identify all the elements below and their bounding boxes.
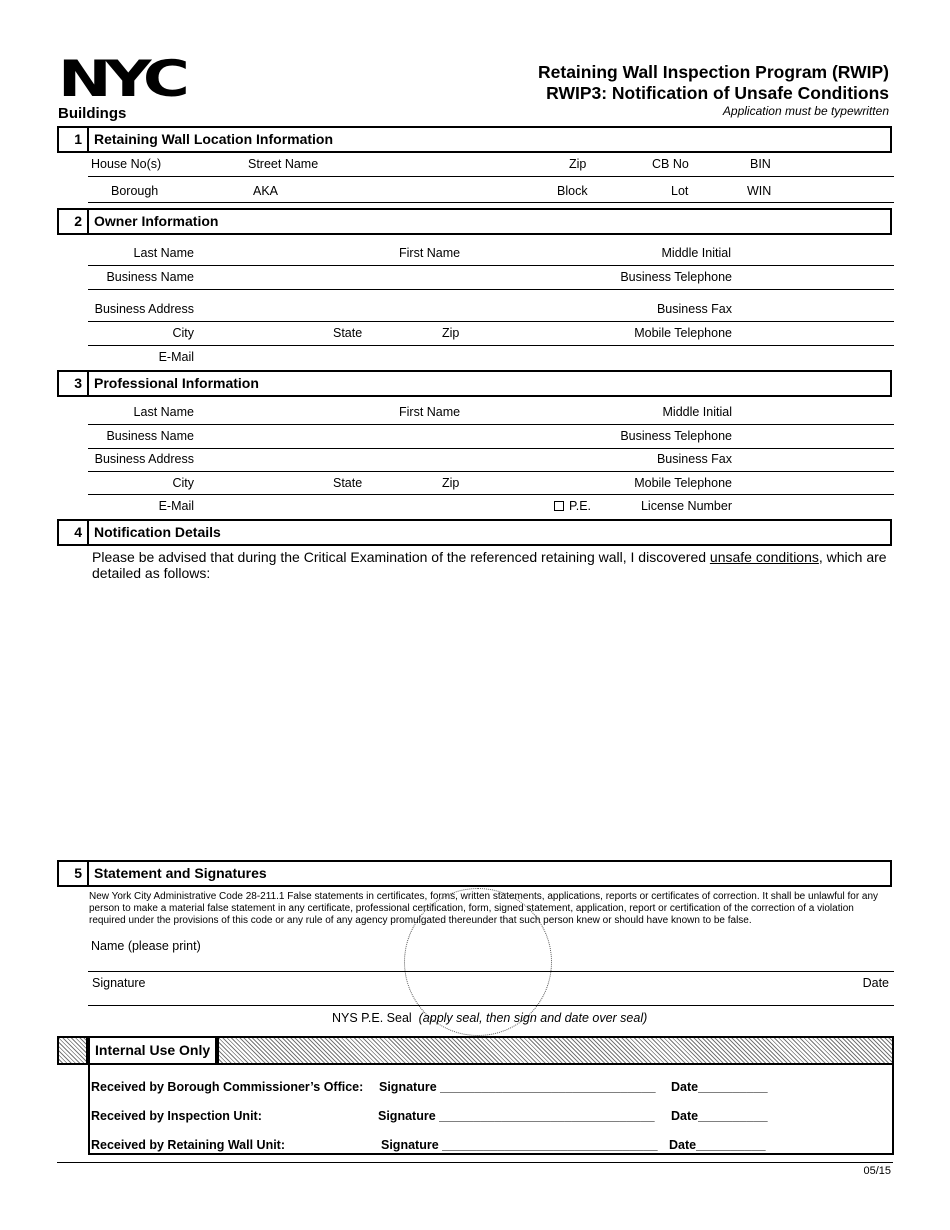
received-inspection-label: Received by Inspection Unit: xyxy=(91,1109,262,1123)
received-retaining-wall-label: Received by Retaining Wall Unit: xyxy=(91,1138,286,1152)
divider xyxy=(88,448,894,449)
form-version: 05/15 xyxy=(863,1165,891,1177)
received-borough-signature: Signature _______________________________ xyxy=(379,1080,656,1094)
pro-last-name-label: Last Name xyxy=(133,405,194,419)
pro-business-address-label: Business Address xyxy=(94,452,194,466)
divider xyxy=(88,289,894,290)
hatch-right xyxy=(217,1036,894,1065)
section-number: 5 xyxy=(59,862,89,885)
section-title: Professional Information xyxy=(94,375,259,391)
nyc-logo-mark: NYC xyxy=(58,50,184,108)
owner-last-name-label: Last Name xyxy=(133,246,194,260)
footer-rule xyxy=(57,1162,893,1163)
bin-label: BIN xyxy=(750,157,771,171)
divider xyxy=(88,321,894,322)
pro-city-label: City xyxy=(172,476,194,490)
section-3-header xyxy=(57,370,892,397)
received-retaining-wall-date: Date__________ xyxy=(669,1138,766,1152)
pro-middle-initial-label: Middle Initial xyxy=(662,405,732,419)
notification-text-start: Please be advised that during the Critical Examination of the referenced retaining wall, I discovered xyxy=(92,549,710,565)
section-title: Notification Details xyxy=(94,524,221,540)
zip-label: Zip xyxy=(569,157,587,171)
nyc-logo-sub: Buildings xyxy=(58,105,127,122)
unsafe-conditions-text: unsafe conditions xyxy=(709,549,819,565)
section-2-header xyxy=(57,208,892,235)
section-title: Owner Information xyxy=(94,213,219,229)
received-retaining-wall-signature: Signature _______________________________ xyxy=(381,1138,658,1152)
divider xyxy=(88,1005,894,1006)
cb-no-label: CB No xyxy=(652,157,689,171)
pro-business-fax-label: Business Fax xyxy=(656,452,732,466)
received-borough-date: Date__________ xyxy=(671,1080,768,1094)
name-print-label: Name (please print) xyxy=(91,939,201,953)
pro-zip-label: Zip xyxy=(442,476,460,490)
owner-mobile-telephone-label: Mobile Telephone xyxy=(634,326,732,340)
divider xyxy=(88,494,894,495)
internal-use-title: Internal Use Only xyxy=(95,1042,211,1058)
divider xyxy=(88,471,894,472)
license-number-label: License Number xyxy=(640,499,732,513)
section-number: 1 xyxy=(59,128,89,151)
internal-divider xyxy=(88,1063,894,1065)
form-subtitle: RWIP3: Notification of Unsafe Conditions xyxy=(546,83,889,103)
section-5-header xyxy=(57,860,892,887)
date-label: Date xyxy=(862,976,889,990)
received-borough-label: Received by Borough Commissioner’s Office: xyxy=(91,1080,364,1094)
notification-text xyxy=(92,549,892,581)
pe-label: P.E. xyxy=(569,499,592,513)
pro-mobile-telephone-label: Mobile Telephone xyxy=(634,476,732,490)
divider xyxy=(88,345,894,346)
owner-city-label: City xyxy=(172,326,194,340)
owner-zip-label: Zip xyxy=(442,326,460,340)
section-number: 4 xyxy=(59,521,89,544)
divider xyxy=(88,202,894,203)
owner-first-name-label: First Name xyxy=(399,246,461,260)
lot-label: Lot xyxy=(671,184,689,198)
section-1-header xyxy=(57,126,892,153)
block-label: Block xyxy=(557,184,588,198)
form-title: Retaining Wall Inspection Program (RWIP) xyxy=(538,62,889,82)
owner-business-address-label: Business Address xyxy=(94,302,194,316)
hatch-left xyxy=(57,1036,88,1065)
owner-business-name-label: Business Name xyxy=(106,270,194,284)
pro-email-label: E-Mail xyxy=(158,499,194,513)
owner-email-label: E-Mail xyxy=(158,350,194,364)
nyc-logo xyxy=(58,50,184,122)
seal-label: NYS P.E. Seal xyxy=(332,1011,412,1025)
win-label: WIN xyxy=(747,184,772,198)
received-inspection-date: Date__________ xyxy=(671,1109,768,1123)
section-title: Retaining Wall Location Information xyxy=(94,131,334,147)
borough-label: Borough xyxy=(111,184,159,198)
section-number: 2 xyxy=(59,210,89,233)
legal-statement: New York City Administrative Code 28-211.1 False statements in certificates, forms, written statements, applications, reports or certificates of correction. It shall be unlawful for any person to make a material false statement in any certificate, professional certification, form, signed statement, application, report or certification of the correction of a violation required under the provisions of this code or any rule of any agency promulgated thereunder that such person knew or should have known to be false. xyxy=(89,891,879,926)
seal-caption xyxy=(332,1011,647,1025)
notification-text-end: , which are detailed as follows: xyxy=(92,549,887,581)
divider xyxy=(88,265,894,266)
signature-label: Signature xyxy=(92,976,146,990)
pro-business-telephone-label: Business Telephone xyxy=(620,429,732,443)
owner-business-telephone-label: Business Telephone xyxy=(620,270,732,284)
house-no-label: House No(s) xyxy=(91,157,162,171)
received-inspection-signature: Signature _______________________________ xyxy=(378,1109,655,1123)
divider xyxy=(88,176,894,177)
internal-use-title-box xyxy=(88,1036,217,1065)
aka-label: AKA xyxy=(253,184,279,198)
typewritten-note: Application must be typewritten xyxy=(722,104,889,118)
pro-state-label: State xyxy=(333,476,363,490)
divider xyxy=(88,971,894,972)
section-4-header xyxy=(57,519,892,546)
divider xyxy=(88,424,894,425)
owner-business-fax-label: Business Fax xyxy=(656,302,732,316)
section-number: 3 xyxy=(59,372,89,395)
pe-checkbox[interactable] xyxy=(554,501,564,511)
seal-note: (apply seal, then sign and date over seal) xyxy=(418,1011,648,1025)
owner-middle-initial-label: Middle Initial xyxy=(661,246,731,260)
pro-first-name-label: First Name xyxy=(399,405,461,419)
section-title: Statement and Signatures xyxy=(94,865,267,881)
form-header xyxy=(538,62,889,118)
street-name-label: Street Name xyxy=(248,157,319,171)
pro-business-name-label: Business Name xyxy=(106,429,194,443)
owner-state-label: State xyxy=(333,326,363,340)
